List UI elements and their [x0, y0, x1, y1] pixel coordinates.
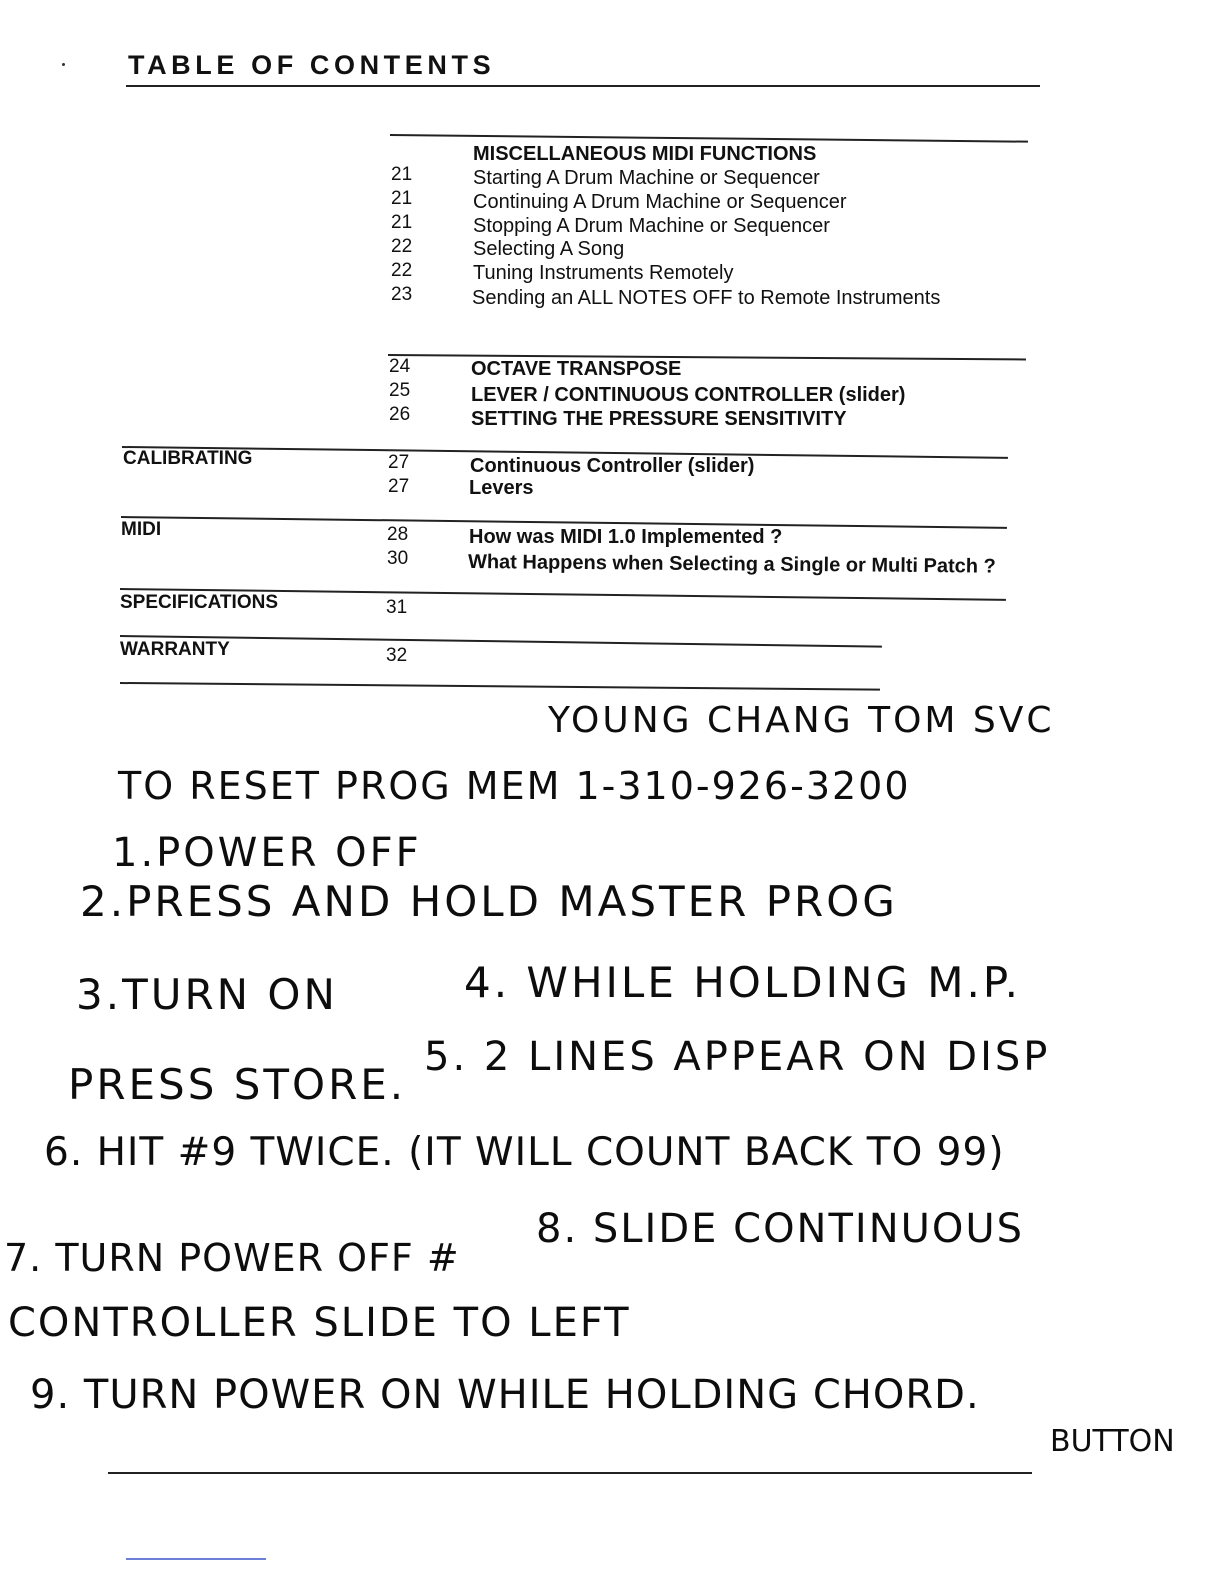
toc-page: 28: [387, 524, 409, 545]
handwritten-note: CONTROLLER SLIDE TO LEFT: [8, 1300, 631, 1346]
toc-page: 21: [391, 188, 413, 209]
toc-entry: What Happens when Selecting a Single or Multi Patch ?: [467, 551, 996, 578]
toc-entry: How was MIDI 1.0 Implemented ?: [469, 526, 783, 548]
toc-entry: Sending an ALL NOTES OFF to Remote Instruments: [472, 287, 941, 309]
handwritten-underline: [108, 1472, 1032, 1474]
toc-entry: LEVER / CONTINUOUS CONTROLLER (slider): [471, 384, 906, 406]
toc-page: 23: [391, 284, 413, 305]
scan-mark: [126, 1558, 266, 1560]
toc-page: 26: [389, 404, 411, 425]
toc-page: 21: [391, 164, 413, 185]
section-specifications: SPECIFICATIONS: [120, 592, 278, 613]
toc-page: 30: [387, 548, 409, 569]
divider-bottom: [120, 682, 880, 691]
title-underline: [126, 85, 1040, 87]
toc-entry: SETTING THE PRESSURE SENSITIVITY: [471, 408, 847, 430]
handwritten-note: 4. WHILE HOLDING M.P.: [464, 958, 1022, 1007]
misc-heading: MISCELLANEOUS MIDI FUNCTIONS: [473, 143, 817, 165]
handwritten-note: 2.PRESS AND HOLD MASTER PROG: [80, 877, 898, 926]
toc-entry: Starting A Drum Machine or Sequencer: [473, 167, 820, 189]
toc-entry: Levers: [469, 477, 534, 499]
divider-misc: [390, 134, 1028, 143]
section-calibrating: CALIBRATING: [123, 448, 253, 469]
handwritten-note: 5. 2 LINES APPEAR ON DISP: [424, 1034, 1051, 1080]
handwritten-note: YOUNG CHANG TOM SVC: [548, 700, 1055, 741]
toc-page: 21: [391, 212, 413, 233]
handwritten-note: 8. SLIDE CONTINUOUS: [536, 1206, 1025, 1252]
toc-page: 27: [388, 452, 410, 473]
toc-page: 22: [391, 260, 413, 281]
toc-page: 25: [389, 380, 411, 401]
handwritten-note: 6. HIT #9 TWICE. (IT WILL COUNT BACK TO 99): [44, 1130, 1005, 1175]
handwritten-note: TO RESET PROG MEM 1-310-926-3200: [118, 764, 911, 808]
handwritten-note: 1.POWER OFF: [112, 830, 422, 876]
toc-entry: Tuning Instruments Remotely: [473, 262, 734, 284]
toc-entry: Continuous Controller (slider): [470, 455, 755, 477]
toc-entry: Selecting A Song: [473, 238, 625, 260]
page-title: TABLE OF CONTENTS: [128, 50, 496, 80]
toc-page: 31: [386, 597, 408, 618]
toc-entry: Continuing A Drum Machine or Sequencer: [473, 191, 847, 213]
section-warranty: WARRANTY: [120, 639, 230, 660]
section-midi: MIDI: [121, 519, 162, 540]
toc-entry: OCTAVE TRANSPOSE: [471, 358, 682, 380]
toc-page: 32: [386, 645, 408, 666]
toc-entry: Stopping A Drum Machine or Sequencer: [473, 215, 830, 237]
handwritten-note: 7. TURN POWER OFF #: [4, 1236, 460, 1280]
toc-page: 22: [391, 236, 413, 257]
handwritten-note: 3.TURN ON: [76, 970, 338, 1019]
handwritten-note: PRESS STORE.: [68, 1060, 407, 1109]
toc-page: 24: [389, 356, 411, 377]
handwritten-note: BUTTON: [1050, 1424, 1175, 1459]
divider-warranty: [120, 635, 882, 648]
toc-page: 27: [388, 476, 410, 497]
handwritten-note: 9. TURN POWER ON WHILE HOLDING CHORD.: [30, 1372, 980, 1418]
scan-speck: [62, 63, 65, 66]
